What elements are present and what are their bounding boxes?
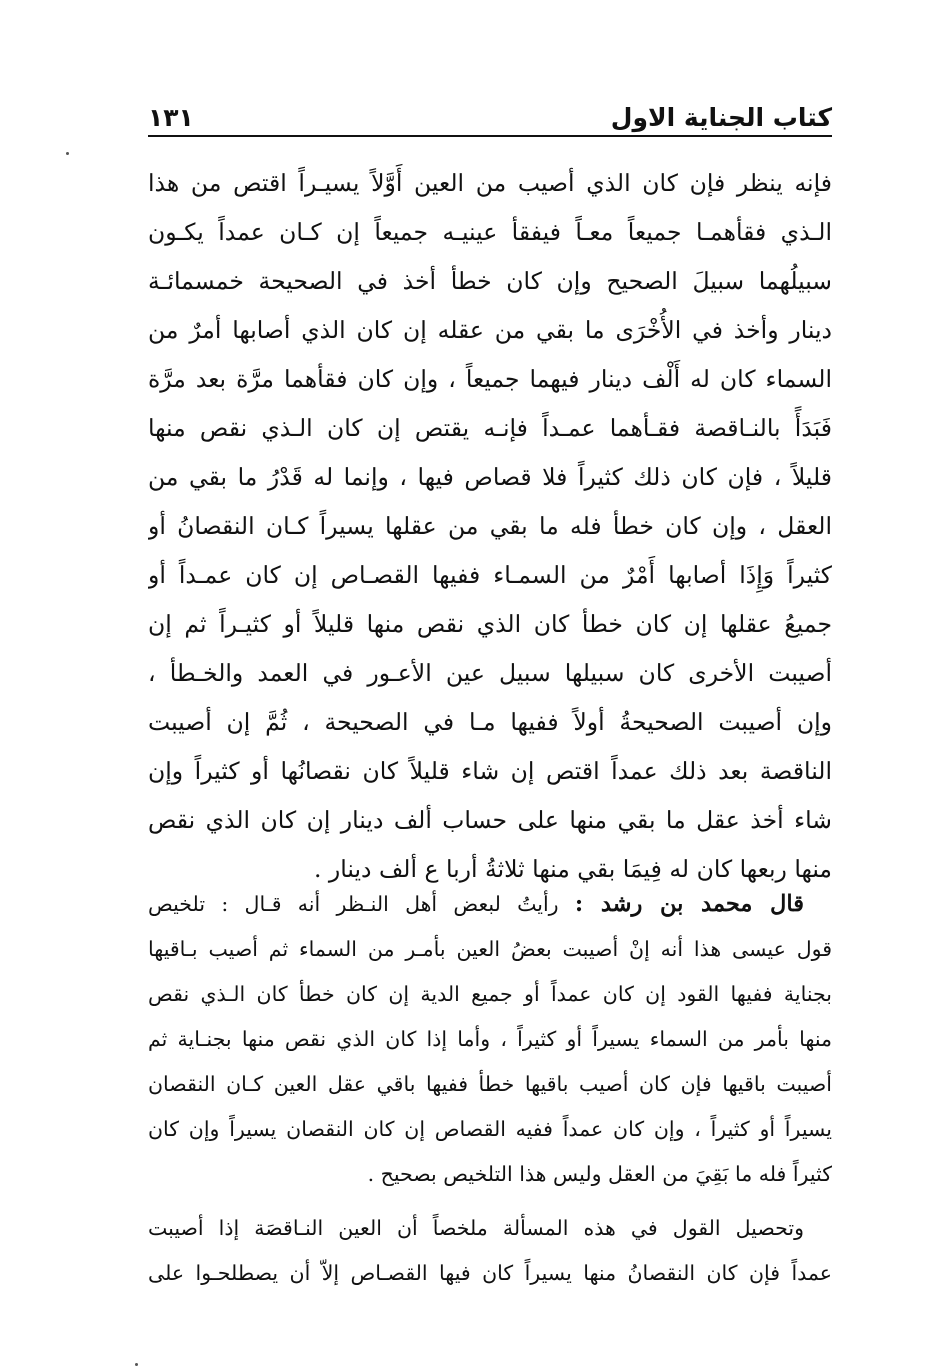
header-rule: [148, 135, 832, 137]
text-line: كثيراً فله ما بَقِيَ من العقل وليس هذا التلخيص بصحيح .: [367, 1162, 832, 1186]
text-line: سبيلُهما سبيلَ الصحيح وإن كان خطأ أخذ في الصحيحة خمسمائـة: [148, 267, 832, 295]
text-line: الناقصة بعد ذلك عمداً اقتص إن شاء قليلاً كان نقصانُها أو كثيراً وإن: [148, 757, 832, 785]
page-number: ١٣١: [148, 103, 194, 132]
text-line: منها ربعها كان له فِيمَا بقي منها ثلاثةُ أربا ع ألف دينار .: [313, 855, 832, 883]
text-line: يسيراً أو كثيراً ، وإن كان عمداً ففيه القصاص إن كان النقصان يسيراً وإن كان: [148, 1117, 832, 1141]
text-line-with-speaker: [148, 884, 804, 924]
text-line: فَبَدَأً بالنـاقصة فقـأهما عمـداً فإنـه يقتص إن كان الـذي نقص منها: [148, 414, 832, 442]
text-line: شاء أخذ عقل ما بقي منها على حساب ألف دينار إن كان الذي نقص: [148, 806, 832, 834]
text-line: جميعُ عقلها إن كان خطأ كان الذي نقص منها قليلاً أو كثيـراً ثم إن: [148, 610, 832, 638]
text-line: قول عيسى هذا أنه إنْ أصيبت بعضُ العين بأمـر من السماء ثم أصيب بـاقيها: [148, 937, 832, 961]
text-line: بجناية ففيها القود إن كان عمداً أو جميع الدية إن كان خطأ كان الـذي نقص: [148, 982, 832, 1006]
text-line: أصيبت الأخرى كان سبيلها سبيل عين الأعـور في العمد والخـطأ ،: [148, 659, 832, 687]
text-line: دينار وأخذ في الأُخْرَى ما بقي من عقله إن كان الذي أصابها أمرٌ من: [148, 316, 832, 344]
text-line: منها بأمر من السماء يسيراً أو كثيراً ، وأما إذا كان الذي نقص منها بجنـاية ثم: [148, 1027, 832, 1051]
text-line: فإنه ينظر فإن كان الذي أصيب من العين أَوَّلاً يسيـراً اقتص من هذا: [148, 169, 832, 197]
speaker-name: قال محمد بن رشد :: [574, 891, 804, 917]
text-line: كثيراً وَإِذَا أصابها أَمْرٌ من السمـاء ففيها القصـاص إن كان عمـداً أو: [148, 561, 832, 589]
text-line: قليلاً ، فإن كان ذلك كثيراً فلا قصاص فيها ، وإنما له قَدْرُ ما بقي من: [148, 463, 832, 491]
text-line: الـذي فقأهمـا جميعاً معـاً فيفقأ عينيـه جميعاً إن كـان عمداً يكـون: [148, 218, 832, 246]
running-header: [148, 88, 832, 132]
book-title: كتاب الجناية الاول: [610, 103, 832, 132]
text-line: وإن أصيبت الصحيحةُ أولاً ففيها مـا في الصحيحة ، ثُمَّ إن أصيبت: [148, 708, 832, 736]
text-line: عمداً فإن كان النقصانُ منها يسيراً كان فيها القصـاص إلاّ أن يصطلحـوا على: [148, 1261, 832, 1285]
text-line: أصيبت باقيها فإن كان أصيب باقيها خطأ ففيها باقي عقل العين كـان النقصان: [148, 1072, 832, 1096]
text-line: وتحصيل القول في هذه المسألة ملخصاً أن العين النـاقصَة إذا أصيبت: [148, 1216, 804, 1240]
text-line: السماء كان له أَلْف دينار فيهما جميعاً ، وإن كان فقأهما مرَّة بعد مرَّة: [148, 365, 832, 393]
scan-speck: [66, 152, 69, 155]
speaker-text: رأيتُ لبعض أهل النـظر أنه قـال : تلخيص: [148, 892, 559, 916]
text-line: العقل ، وإن كان خطأ فله ما بقي من عقلها يسيراً كـان النقصانُ أو: [148, 512, 832, 540]
scan-speck: [135, 1363, 138, 1366]
